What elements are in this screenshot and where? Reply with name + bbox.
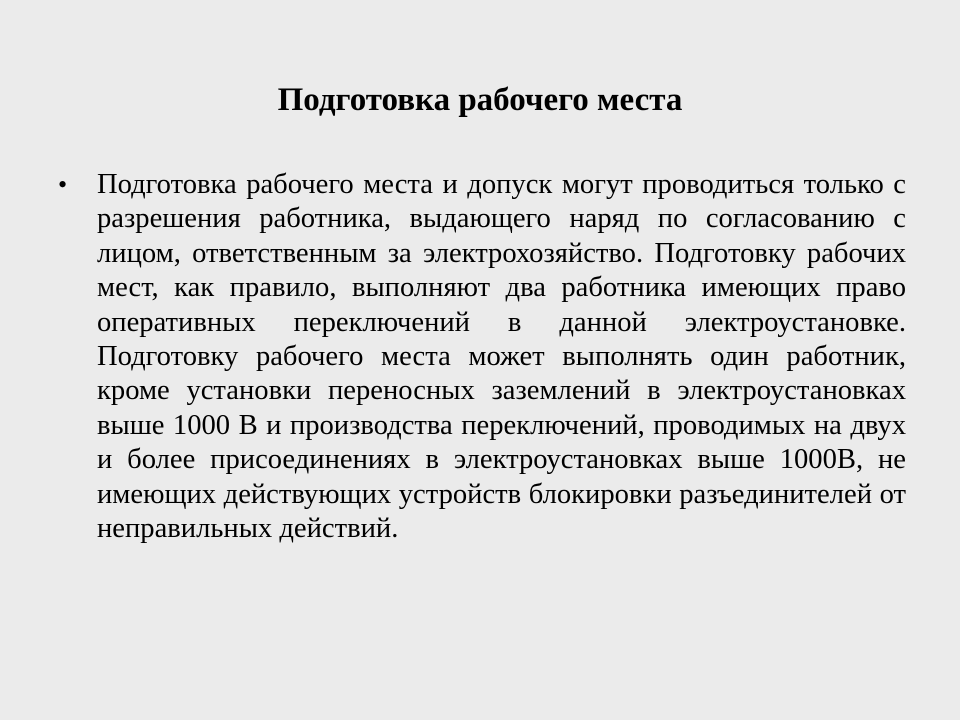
slide-title: Подготовка рабочего места bbox=[277, 82, 683, 118]
bullet-dot-icon: • bbox=[58, 170, 68, 199]
bullet-item bbox=[58, 168, 906, 546]
bullet-list bbox=[58, 168, 906, 546]
bullet-text: Подготовка рабочего места и допуск могут проводиться только с разрешения работника, выдающего наряд по согласованию с лицом, ответственным за электрохозяйство. Подготовку рабочих мест, как правило, выполняют два работника имеющих право оперативных переключений в данной электроустановке. Подготовку рабочего места может выполнять один работник, кроме установки переносных заземлений в электроустановках выше 1000 В и производства переключений, проводимых на двух и более присоединениях в электроустановках выше 1000В, не имеющих действующих устройств блокировки разъединителей от неправильных действий. bbox=[97, 169, 906, 545]
